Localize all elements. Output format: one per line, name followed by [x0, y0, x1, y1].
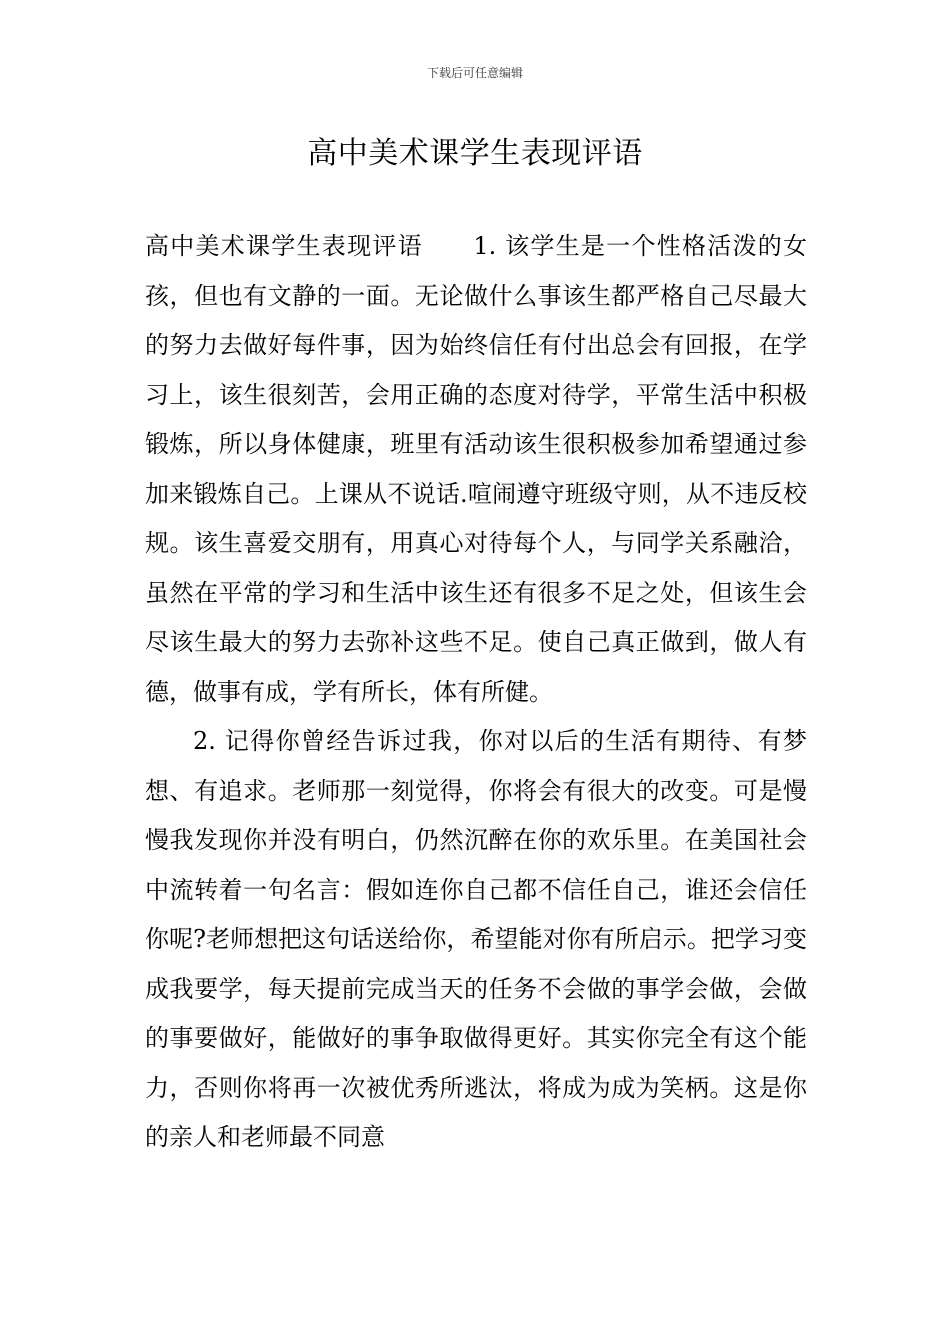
paragraph-1: 高中美术课学生表现评语 1. 该学生是一个性格活泼的女孩，但也有文静的一面。无论做什么事该生都严格自己尽最大的努力去做好每件事，因为始终信任有付出总会有回报，在学习上，该生很刻苦，会用正确的态度对待学，平常生活中积极锻炼，所以身体健康，班里有活动该生很积极参加希望通过参加来锻炼自己。上课从不说话.喧闹遵守班级守则，从不违反校规。该生喜爱交朋有，用真心对待每个人，与同学关系融洽，虽然在平常的学习和生活中该生还有很多不足之处，但该生会尽该生最大的努力去弥补这些不足。使自己真正做到，做人有德，做事有成，学有所长，体有所健。 [145, 232, 807, 706]
paragraph-2: 2. 记得你曾经告诉过我，你对以后的生活有期待、有梦想、有追求。老师那一刻觉得，你将会有很大的改变。可是慢慢我发现你并没有明白，仍然沉醉在你的欢乐里。在美国社会中流转着一句名言：假如连你自己都不信任自己，谁还会信任你呢?老师想把这句话送给你，希望能对你有所启示。把学习变成我要学，每天提前完成当天的任务不会做的事学会做，会做的事要做好，能做好的事争取做得更好。其实你完全有这个能力，否则你将再一次被优秀所逃汰，将成为成为笑柄。这是你的亲人和老师最不同意 [145, 727, 807, 1151]
document-title: 高中美术课学生表现评语 [307, 136, 643, 171]
header-note: 下载后可任意编辑 [426, 66, 523, 80]
document-body [145, 222, 807, 1163]
